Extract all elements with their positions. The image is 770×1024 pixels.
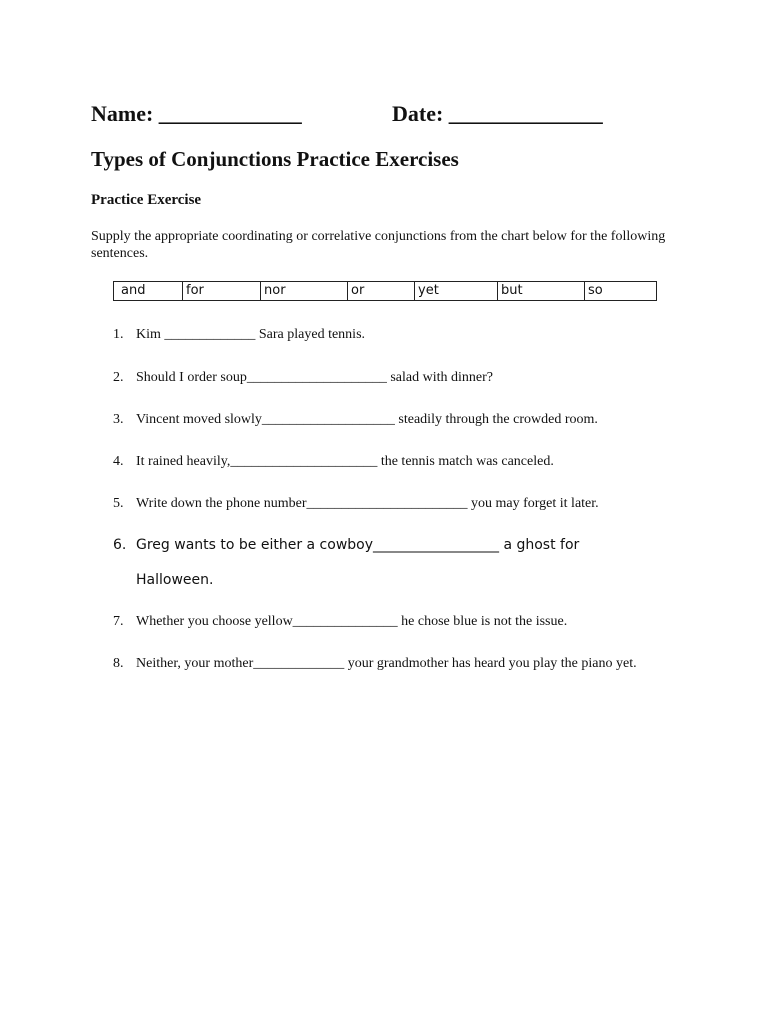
item-text: Vincent moved slowly___________________ steadily through the crowded room. [136, 412, 598, 427]
conjunction-cell: so [585, 282, 657, 301]
item-text: Greg wants to be either a cowboy__________________ a ghost for Halloween. [136, 537, 580, 588]
conjunction-cell: yet [415, 282, 498, 301]
item-number: 4. [113, 454, 124, 469]
item-number: 8. [113, 656, 124, 671]
item-text: Should I order soup____________________ salad with dinner? [136, 370, 493, 385]
name-field: Name: _____________ [91, 101, 302, 126]
conjunction-cell: and [114, 282, 183, 301]
page-title: Types of Conjunctions Practice Exercises [91, 147, 459, 171]
conjunction-cell: for [183, 282, 261, 301]
section-heading: Practice Exercise [91, 192, 202, 208]
item-number: 7. [113, 614, 124, 629]
item-number: 3. [113, 412, 124, 427]
conjunction-cell: but [498, 282, 585, 301]
conjunction-chart [113, 281, 657, 301]
conjunction-row [114, 282, 657, 301]
item-text: Whether you choose yellow_______________ he chose blue is not the issue. [136, 614, 568, 629]
instructions: Supply the appropriate coordinating or correlative conjunctions from the chart below for the following sentences. [91, 229, 666, 261]
item-number: 1. [113, 327, 124, 342]
item-number: 5. [113, 496, 124, 511]
header [91, 100, 731, 128]
item-text: Kim _____________ Sara played tennis. [136, 327, 366, 342]
item-text: Neither, your mother_____________ your grandmother has heard you play the piano yet. [136, 656, 637, 671]
item-number: 6. [113, 537, 127, 553]
conjunction-cell: nor [261, 282, 348, 301]
item-text: It rained heavily,_____________________ the tennis match was canceled. [136, 454, 554, 469]
item-number: 2. [113, 370, 124, 385]
date-field: Date: ______________ [392, 101, 603, 126]
conjunction-cell: or [348, 282, 415, 301]
item-text: Write down the phone number_______________________ you may forget it later. [136, 496, 599, 511]
